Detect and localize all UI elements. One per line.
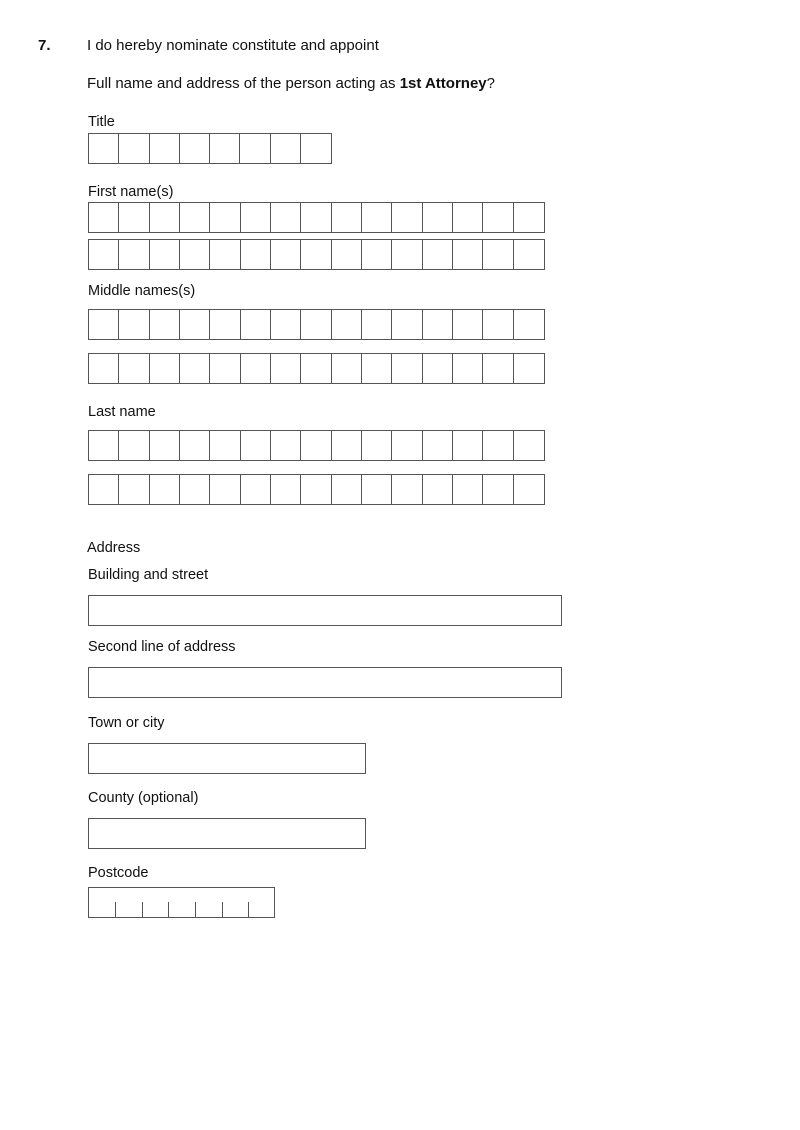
character-box[interactable] — [423, 431, 453, 460]
character-box[interactable] — [271, 203, 301, 232]
first-names-row-1[interactable] — [88, 202, 545, 233]
character-box[interactable] — [362, 310, 392, 339]
postcode-divider — [168, 902, 169, 917]
character-box[interactable] — [240, 134, 270, 163]
character-box[interactable] — [210, 354, 240, 383]
character-box[interactable] — [241, 431, 271, 460]
character-box[interactable] — [423, 475, 453, 504]
character-box[interactable] — [392, 475, 422, 504]
first-names-label: First name(s) — [88, 184, 174, 200]
character-box[interactable] — [271, 240, 301, 269]
character-box[interactable] — [483, 310, 513, 339]
character-box[interactable] — [241, 203, 271, 232]
character-box[interactable] — [241, 310, 271, 339]
character-box[interactable] — [119, 431, 149, 460]
character-box[interactable] — [150, 240, 180, 269]
character-box[interactable] — [332, 475, 362, 504]
character-box[interactable] — [332, 203, 362, 232]
last-name-row-2[interactable] — [88, 474, 545, 505]
postcode-divider — [142, 902, 143, 917]
address-heading: Address — [87, 540, 141, 556]
character-box[interactable] — [210, 310, 240, 339]
character-box[interactable] — [210, 431, 240, 460]
character-box[interactable] — [514, 240, 544, 269]
character-box[interactable] — [453, 203, 483, 232]
character-box[interactable] — [392, 354, 422, 383]
character-box[interactable] — [301, 240, 331, 269]
county-field[interactable] — [88, 818, 366, 849]
character-box[interactable] — [332, 431, 362, 460]
town-field[interactable] — [88, 743, 366, 774]
character-box[interactable] — [150, 475, 180, 504]
character-box[interactable] — [514, 310, 544, 339]
character-box[interactable] — [514, 354, 544, 383]
character-box[interactable] — [332, 240, 362, 269]
character-box[interactable] — [89, 240, 119, 269]
character-box[interactable] — [89, 134, 119, 163]
question-prompt — [87, 75, 495, 92]
character-box[interactable] — [89, 431, 119, 460]
character-box[interactable] — [362, 240, 392, 269]
character-box[interactable] — [392, 240, 422, 269]
character-box[interactable] — [301, 431, 331, 460]
last-name-row-1[interactable] — [88, 430, 545, 461]
county-label: County (optional) — [88, 790, 199, 806]
postcode-divider — [222, 902, 223, 917]
second-line-label: Second line of address — [88, 639, 236, 655]
character-box[interactable] — [210, 240, 240, 269]
character-box[interactable] — [241, 354, 271, 383]
character-box[interactable] — [362, 475, 392, 504]
prompt-suffix: ? — [486, 75, 495, 92]
character-box[interactable] — [150, 134, 180, 163]
character-box[interactable] — [150, 354, 180, 383]
title-boxes[interactable] — [88, 133, 332, 164]
character-box[interactable] — [483, 203, 513, 232]
character-box[interactable] — [180, 203, 210, 232]
character-box[interactable] — [180, 134, 210, 163]
character-box[interactable] — [362, 431, 392, 460]
character-box[interactable] — [150, 431, 180, 460]
question-number: 7. — [38, 37, 51, 54]
town-label: Town or city — [88, 715, 165, 731]
prompt-prefix: Full name and address of the person acting as — [87, 75, 400, 92]
character-box[interactable] — [210, 134, 240, 163]
character-box[interactable] — [271, 354, 301, 383]
character-box[interactable] — [453, 354, 483, 383]
character-box[interactable] — [241, 475, 271, 504]
character-box[interactable] — [453, 475, 483, 504]
character-box[interactable] — [210, 203, 240, 232]
character-box[interactable] — [271, 475, 301, 504]
character-box[interactable] — [483, 354, 513, 383]
character-box[interactable] — [332, 354, 362, 383]
character-box[interactable] — [453, 431, 483, 460]
character-box[interactable] — [301, 134, 331, 163]
character-box[interactable] — [301, 354, 331, 383]
character-box[interactable] — [180, 431, 210, 460]
character-box[interactable] — [483, 475, 513, 504]
question-statement: I do hereby nominate constitute and appoint — [87, 37, 379, 54]
character-box[interactable] — [392, 310, 422, 339]
character-box[interactable] — [332, 310, 362, 339]
character-box[interactable] — [392, 431, 422, 460]
second-line-field[interactable] — [88, 667, 562, 698]
last-name-label: Last name — [88, 404, 156, 420]
prompt-bold: 1st Attorney — [399, 75, 487, 92]
character-box[interactable] — [89, 203, 119, 232]
postcode-label: Postcode — [88, 865, 149, 881]
character-box[interactable] — [514, 475, 544, 504]
first-names-row-2[interactable] — [88, 239, 545, 270]
character-box[interactable] — [514, 431, 544, 460]
character-box[interactable] — [180, 310, 210, 339]
character-box[interactable] — [180, 240, 210, 269]
postcode-divider — [115, 902, 116, 917]
character-box[interactable] — [180, 354, 210, 383]
middle-names-label: Middle names(s) — [88, 283, 196, 299]
character-box[interactable] — [423, 203, 453, 232]
character-box[interactable] — [89, 354, 119, 383]
character-box[interactable] — [423, 354, 453, 383]
character-box[interactable] — [271, 310, 301, 339]
character-box[interactable] — [301, 203, 331, 232]
character-box[interactable] — [453, 310, 483, 339]
character-box[interactable] — [119, 354, 149, 383]
character-box[interactable] — [392, 203, 422, 232]
character-box[interactable] — [150, 203, 180, 232]
postcode-divider — [195, 902, 196, 917]
character-box[interactable] — [483, 431, 513, 460]
character-box[interactable] — [119, 240, 149, 269]
character-box[interactable] — [180, 475, 210, 504]
character-box[interactable] — [483, 240, 513, 269]
character-box[interactable] — [119, 475, 149, 504]
middle-names-row-1[interactable] — [88, 309, 545, 340]
building-street-field[interactable] — [88, 595, 562, 626]
middle-names-row-2[interactable] — [88, 353, 545, 384]
character-box[interactable] — [271, 431, 301, 460]
character-box[interactable] — [241, 240, 271, 269]
character-box[interactable] — [423, 240, 453, 269]
character-box[interactable] — [119, 134, 149, 163]
character-box[interactable] — [210, 475, 240, 504]
title-label: Title — [88, 114, 115, 130]
building-street-label: Building and street — [88, 567, 209, 583]
character-box[interactable] — [514, 203, 544, 232]
character-box[interactable] — [453, 240, 483, 269]
character-box[interactable] — [150, 310, 180, 339]
postcode-field[interactable] — [88, 887, 275, 918]
character-box[interactable] — [89, 475, 119, 504]
character-box[interactable] — [301, 310, 331, 339]
character-box[interactable] — [362, 354, 392, 383]
postcode-divider — [248, 902, 249, 917]
character-box[interactable] — [271, 134, 301, 163]
character-box[interactable] — [301, 475, 331, 504]
character-box[interactable] — [89, 310, 119, 339]
character-box[interactable] — [119, 310, 149, 339]
character-box[interactable] — [423, 310, 453, 339]
character-box[interactable] — [119, 203, 149, 232]
character-box[interactable] — [362, 203, 392, 232]
